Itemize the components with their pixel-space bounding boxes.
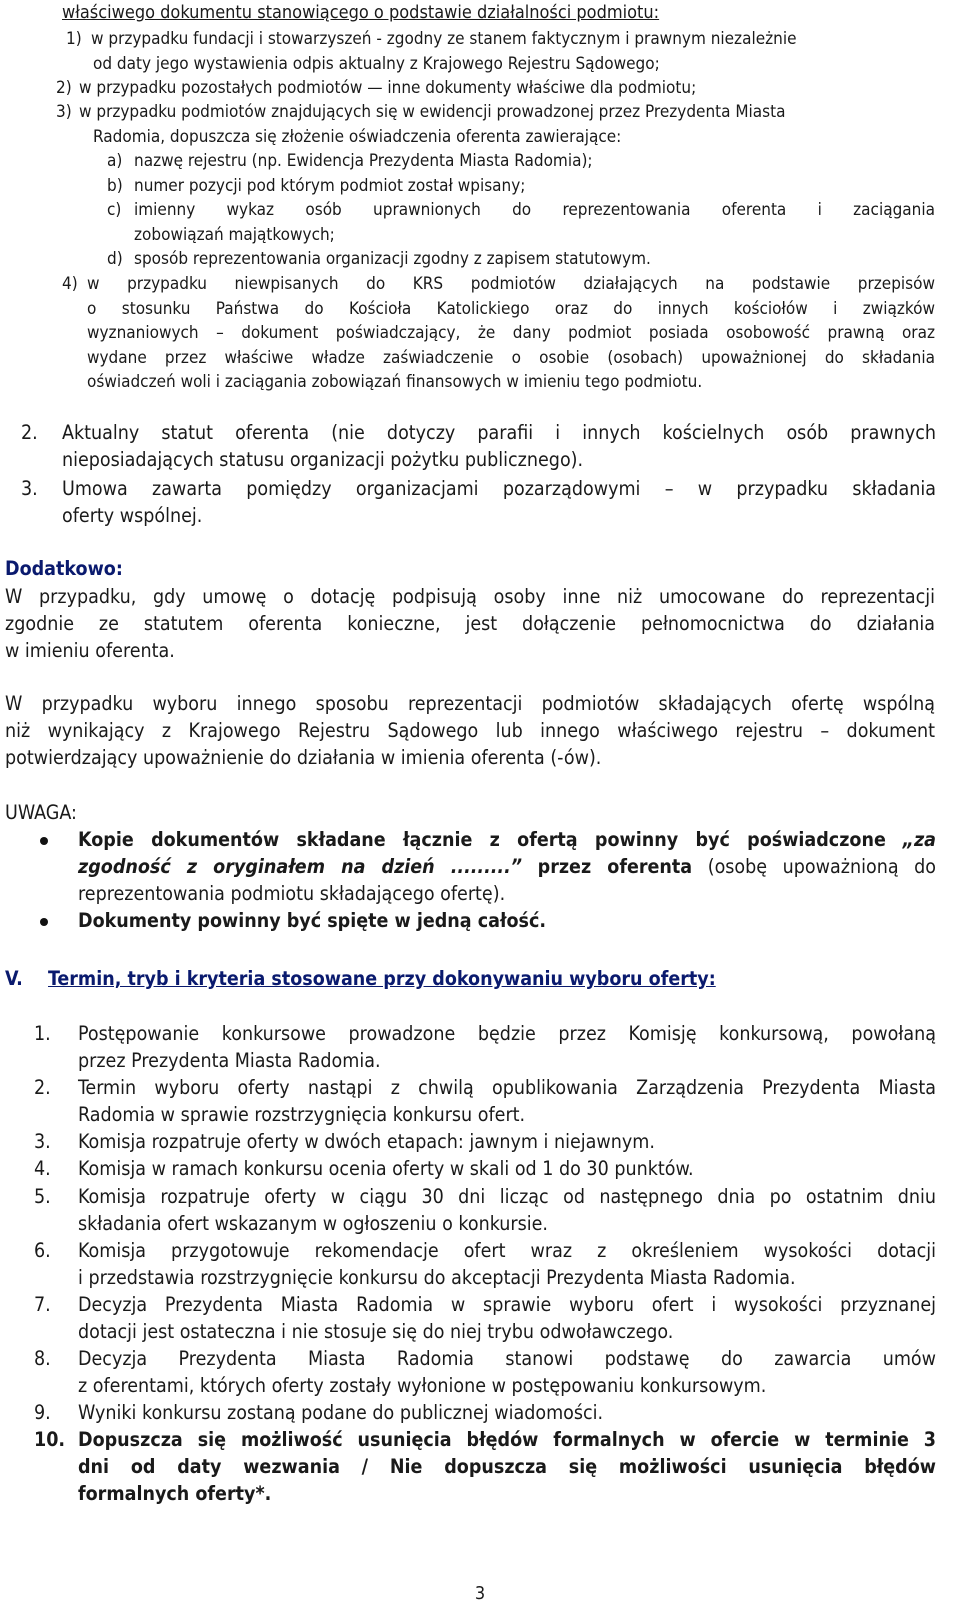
text-line: Umowa zawarta pomiędzy organizacjami pozarządowymi – w przypadku składania xyxy=(62,477,936,500)
section-v-item-7 xyxy=(34,1291,936,1345)
item-number: 2. xyxy=(34,1076,51,1099)
text-line: i przedstawia rozstrzygnięcie konkursu do akceptacji Prezydenta Miasta Radomia. xyxy=(78,1266,796,1290)
list-item-3 xyxy=(56,100,936,149)
text-line: W przypadku wyboru innego sposobu reprezentacji podmiotów składających ofertę wspólną xyxy=(5,692,935,715)
text-line: przez Prezydenta Miasta Radomia. xyxy=(78,1049,381,1073)
item-text xyxy=(62,419,936,473)
item-number: 3. xyxy=(21,477,38,500)
text-line: w przypadku fundacji i stowarzyszeń - zgodny ze stanem faktycznym i prawnym niezależnie xyxy=(91,29,797,49)
text-line: od daty jego wystawienia odpis aktualny z Krajowego Rejestru Sądowego; xyxy=(93,53,660,74)
list-item-2 xyxy=(56,76,936,101)
text-line: Termin wyboru oferty nastąpi z chwilą opublikowania Zarządzenia Prezydenta Miasta xyxy=(78,1076,936,1099)
text-line: wyznaniowych – dokument poświadczający, że dany podmiot posiada osobowość prawną oraz xyxy=(87,323,935,344)
sub-item-a xyxy=(107,149,937,174)
text-line: potwierdzający upoważnienie do działania w imienia oferenta (-ów). xyxy=(5,746,602,770)
item-text xyxy=(78,1183,936,1237)
sub-item-text xyxy=(134,174,937,199)
item-number: 9. xyxy=(34,1401,51,1424)
text-line: reprezentowania podmiotu składającego ofertę). xyxy=(78,882,506,906)
item-text xyxy=(79,76,936,101)
text-line: z oferentami, których oferty zostały wyłonione w postępowaniu konkursowym. xyxy=(78,1374,767,1398)
text-line: Postępowanie konkursowe prowadzone będzie przez Komisję konkursową, powołaną xyxy=(78,1022,936,1045)
item-number: 1) xyxy=(66,29,82,49)
section-v-item-9 xyxy=(34,1399,936,1426)
text-line: nieposiadających statusu organizacji pożytku publicznego). xyxy=(62,448,584,472)
text-line: w przypadku pozostałych podmiotów — inne dokumenty właściwe dla podmiotu; xyxy=(79,78,697,98)
text-line: dni od daty wezwania / Nie dopuszcza się możliwości usunięcia błędów xyxy=(78,1455,936,1479)
sub-item-b xyxy=(107,174,937,199)
bullet-icon xyxy=(40,918,48,926)
item-text xyxy=(78,1155,936,1182)
item-number: 3. xyxy=(34,1130,51,1153)
text-line: Wyniki konkursu zostaną podane do publicznej wiadomości. xyxy=(78,1401,604,1424)
section-v-title: Termin, tryb i kryteria stosowane przy dokonywaniu wyboru oferty: xyxy=(48,967,716,990)
sub-item-label: c) xyxy=(107,200,122,220)
item-text xyxy=(78,1074,936,1128)
item-number: 10. xyxy=(34,1428,66,1451)
text-line: Komisja rozpatruje oferty w ciągu 30 dni licząc od następnego dnia po ostatnim dniu xyxy=(78,1185,936,1208)
quote-text: zgodność z oryginałem na dzień .........” xyxy=(78,855,523,879)
text-line: Komisja rozpatruje oferty w dwóch etapach: jawnym i niejawnym. xyxy=(78,1130,655,1153)
item-number: 4. xyxy=(34,1157,51,1180)
text-line: niż wynikający z Krajowego Rejestru Sądowego lub innego właściwego rejestru – dokument xyxy=(5,719,935,743)
page-number: 3 xyxy=(474,1583,486,1604)
text-line: numer pozycji pod którym podmiot został wpisany; xyxy=(134,176,526,196)
sub-item-text xyxy=(134,247,937,272)
item-number: 8. xyxy=(34,1347,51,1370)
text-line: W przypadku, gdy umowę o dotację podpisują osoby inne niż umocowane do reprezentacji xyxy=(5,585,935,608)
sub-item-text xyxy=(134,149,937,174)
item-text xyxy=(91,27,936,76)
item-text xyxy=(78,1128,936,1155)
text-line: w przypadku podmiotów znajdujących się w ewidencji prowadzonej przez Prezydenta Miasta xyxy=(79,102,786,122)
uwaga-title: UWAGA: xyxy=(5,801,77,824)
text-line: Aktualny statut oferenta (nie dotyczy parafii i innych kościelnych osób prawnych xyxy=(62,421,936,444)
item-text xyxy=(78,1020,936,1074)
list-item-4 xyxy=(62,272,935,395)
text-line: oferty wspólnej. xyxy=(62,504,203,528)
text-line: Komisja w ramach konkursu ocenia oferty w skali od 1 do 30 punktów. xyxy=(78,1157,694,1180)
item-number: 4) xyxy=(62,274,78,294)
sub-item-text xyxy=(134,198,935,247)
section-v-item-4 xyxy=(34,1155,936,1182)
section-v-item-2 xyxy=(34,1074,936,1128)
bold-text: przez oferenta xyxy=(537,855,693,879)
text-line: wydane przez właściwe władze zaświadczenie o osobie (osobach) upoważnionej do składania xyxy=(87,347,935,368)
section-v-item-8 xyxy=(34,1345,936,1399)
text-line: Dopuszcza się możliwość usunięcia błędów formalnych w ofercie w terminie 3 xyxy=(78,1428,936,1451)
item-number: 7. xyxy=(34,1293,51,1316)
quote-text: „za xyxy=(902,828,936,851)
document-item-2 xyxy=(21,419,936,473)
item-text xyxy=(78,1237,936,1291)
item-number: 3) xyxy=(56,102,72,122)
item-number: 5. xyxy=(34,1185,51,1208)
item-text xyxy=(78,1345,936,1399)
text-line: Decyzja Prezydenta Miasta Radomia stanowi podstawę do zawarcia umów xyxy=(78,1347,936,1370)
section-v-item-10 xyxy=(34,1426,936,1508)
section-v-item-6 xyxy=(34,1237,936,1291)
heading-text: właściwego dokumentu stanowiącego o podstawie działalności podmiotu: xyxy=(62,2,660,23)
text-line xyxy=(78,826,936,853)
text-line: Decyzja Prezydenta Miasta Radomia w sprawie wyboru ofert i wysokości przyznanej xyxy=(78,1293,936,1316)
item-text xyxy=(87,272,935,395)
sub-item-label: a) xyxy=(107,151,123,171)
text-line: Radomia w sprawie rozstrzygnięcia konkursu ofert. xyxy=(78,1103,526,1127)
section-v-item-3 xyxy=(34,1128,936,1155)
item-text xyxy=(79,100,936,149)
item-number: 2) xyxy=(56,78,72,98)
text-line: zgodnie ze statutem oferenta konieczne, jest dołączenie pełnomocnictwa do działania xyxy=(5,612,935,636)
text-line: nazwę rejestru (np. Ewidencja Prezydenta Miasta Radomia); xyxy=(134,151,593,171)
item-text xyxy=(78,1399,936,1426)
text-line: dotacji jest ostateczna i nie stosuje się do niej trybu odwoławczego. xyxy=(78,1320,674,1344)
item-number: 1. xyxy=(34,1022,51,1045)
plain-text: (osobę upoważnioną do xyxy=(707,855,937,879)
text-line: Komisja przygotowuje rekomendacje ofert wraz z określeniem wysokości dotacji xyxy=(78,1239,936,1262)
sub-item-label: b) xyxy=(107,176,123,196)
sub-item-d xyxy=(107,247,937,272)
text-line: w imieniu oferenta. xyxy=(5,639,175,663)
sub-item-c xyxy=(107,198,935,247)
section-v-number: V. xyxy=(5,967,23,990)
uwaga-bullet-2: Dokumenty powinny być spięte w jedną całość. xyxy=(78,909,547,932)
text-line: oświadczeń woli i zaciągania zobowiązań finansowych w imieniu tego podmiotu. xyxy=(87,372,703,393)
text-line: imienny wykaz osób uprawnionych do reprezentowania oferenta i zaciągania xyxy=(134,200,935,220)
section-v-item-5 xyxy=(34,1183,936,1237)
text-line: sposób reprezentowania organizacji zgodny z zapisem statutowym. xyxy=(134,249,651,269)
dodatkowo-title: Dodatkowo: xyxy=(5,557,123,580)
uwaga-bullet-1 xyxy=(78,826,936,908)
list-item-1 xyxy=(66,27,936,76)
document-item-3 xyxy=(21,475,936,529)
item-number: 6. xyxy=(34,1239,51,1262)
text-line xyxy=(78,853,936,880)
text-line: w przypadku niewpisanych do KRS podmiotów działających na podstawie przepisów xyxy=(87,274,935,294)
item-text xyxy=(78,1426,936,1508)
item-text xyxy=(62,475,936,529)
text-line: formalnych oferty*. xyxy=(78,1482,272,1506)
text-line: o stosunku Państwa do Kościoła Katolickiego oraz do innych kościołów i związków xyxy=(87,298,935,319)
item-number: 2. xyxy=(21,421,38,444)
dodatkowo-paragraph-2 xyxy=(5,690,935,772)
item-text xyxy=(78,1291,936,1345)
bullet-icon xyxy=(40,837,48,845)
section-v-item-1 xyxy=(34,1020,936,1074)
bold-text: Kopie dokumentów składane łącznie z ofertą powinny być poświadczone xyxy=(78,828,886,851)
sub-item-label: d) xyxy=(107,249,123,269)
dodatkowo-paragraph-1 xyxy=(5,583,935,665)
text-line: zobowiązań majątkowych; xyxy=(134,224,335,245)
section-heading-line xyxy=(62,1,659,26)
text-line: składania ofert wskazanym w ogłoszeniu o konkursie. xyxy=(78,1212,548,1236)
text-line: Radomia, dopuszcza się złożenie oświadczenia oferenta zawierające: xyxy=(93,126,622,147)
